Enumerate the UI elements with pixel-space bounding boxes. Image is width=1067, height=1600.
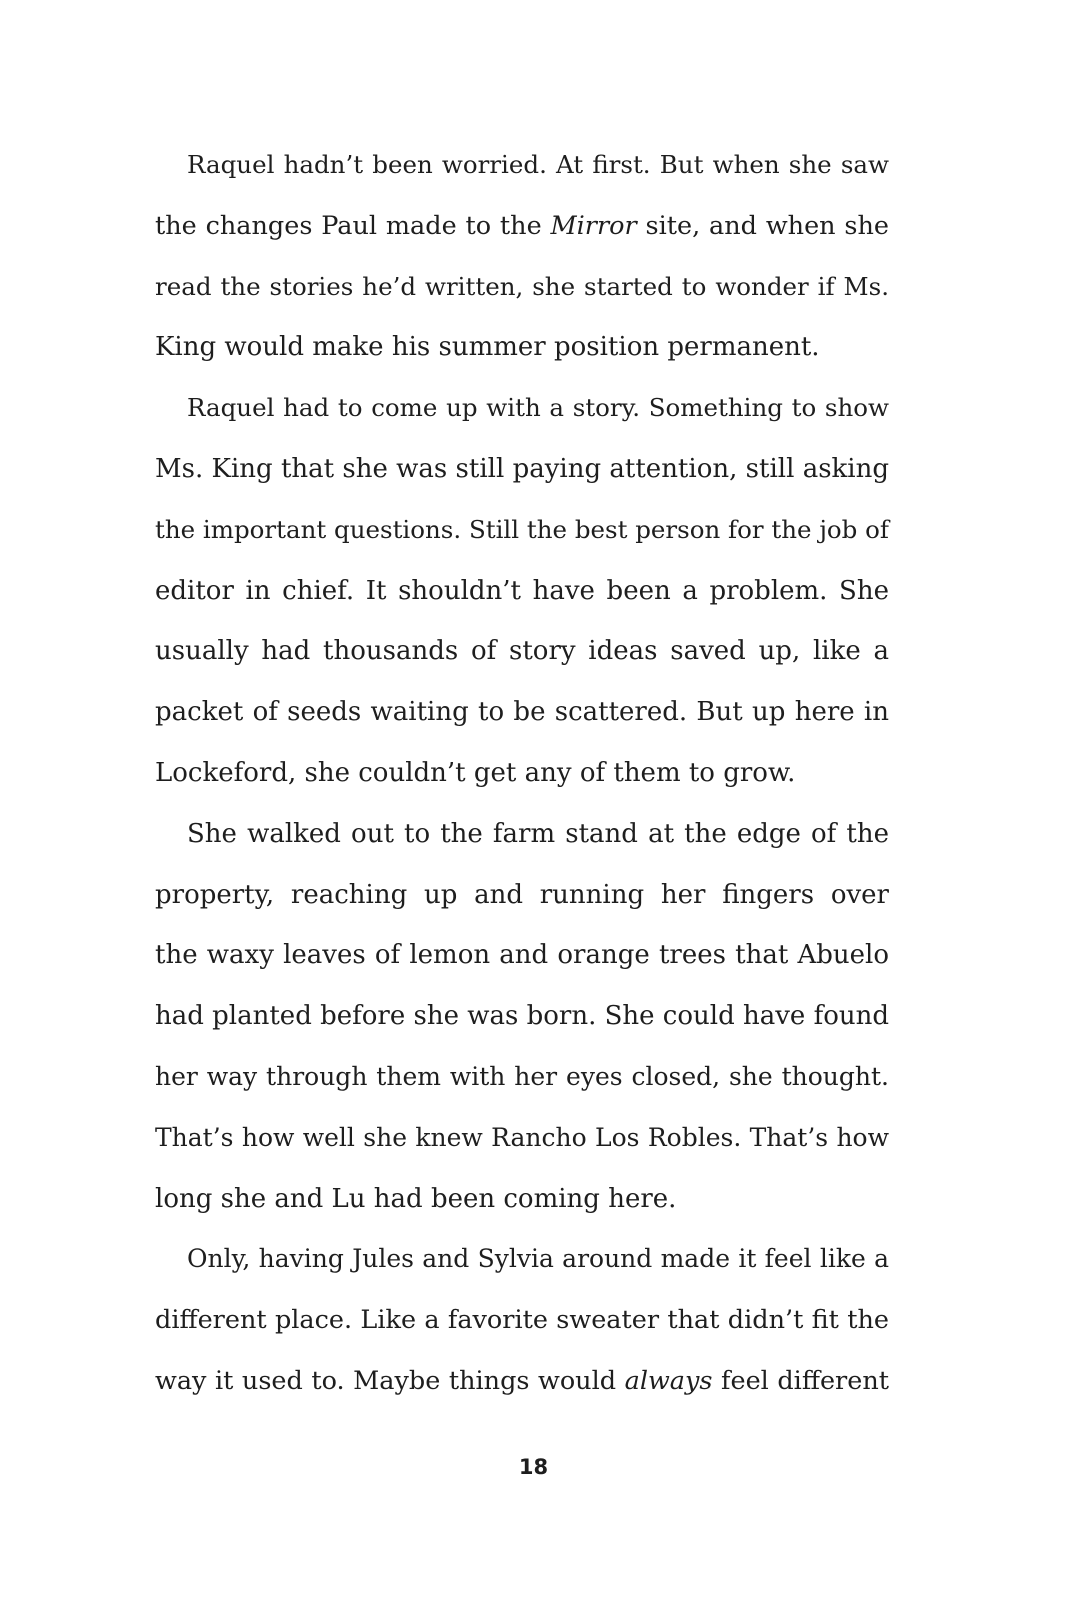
text-segment: way it used to. Maybe things would xyxy=(155,1365,625,1396)
text-segment: She walked out to the farm stand at the edge of the xyxy=(187,818,889,849)
text-segment: had planted before she was born. She could have found xyxy=(155,1001,889,1032)
italic-text: Mirror xyxy=(550,210,637,241)
text-segment: editor in chief. It shouldn’t have been a problem. She xyxy=(155,575,889,606)
text-line xyxy=(155,196,889,257)
text-line xyxy=(155,257,889,318)
text-segment: long she and Lu had been coming here. xyxy=(155,1183,677,1214)
text-line xyxy=(155,561,889,622)
paragraph xyxy=(155,804,889,1230)
text-segment: property, reaching up and running her fingers over xyxy=(155,879,889,910)
body-text xyxy=(155,135,889,1412)
text-line xyxy=(155,682,889,743)
text-segment: feel different xyxy=(712,1365,889,1396)
text-line xyxy=(155,439,889,500)
italic-text: always xyxy=(624,1365,713,1396)
text-segment: Raquel had to come up with a story. Something to show xyxy=(187,393,889,423)
text-segment: the important questions. Still the best person for the job of xyxy=(155,514,889,544)
text-segment: the waxy leaves of lemon and orange trees that Abuelo xyxy=(155,940,889,971)
text-line xyxy=(155,135,889,196)
text-segment: different place. Like a favorite sweater that didn’t fit the xyxy=(155,1305,889,1336)
text-line xyxy=(155,1351,889,1412)
text-segment: read the stories he’d written, she started to wonder if Ms. xyxy=(155,271,889,301)
text-segment: Only, having Jules and Sylvia around made it feel like a xyxy=(187,1244,889,1274)
text-line xyxy=(155,500,889,561)
text-line xyxy=(155,1047,889,1108)
text-segment: the changes Paul made to the xyxy=(155,210,551,241)
paragraph xyxy=(155,1229,889,1411)
paragraph xyxy=(155,135,889,378)
text-line xyxy=(155,1108,889,1169)
text-segment: That’s how well she knew Rancho Los Robles. That’s how xyxy=(155,1122,889,1152)
text-line xyxy=(155,621,889,682)
text-line xyxy=(155,1229,889,1290)
text-line xyxy=(155,378,889,439)
paragraph xyxy=(155,378,889,804)
text-line xyxy=(155,804,889,865)
text-line xyxy=(155,986,889,1047)
text-segment: her way through them with her eyes closed, she thought. xyxy=(155,1061,889,1091)
text-segment: site, and when she xyxy=(636,210,890,241)
text-segment: Ms. King that she was still paying attention, still asking xyxy=(155,453,889,484)
text-segment: usually had thousands of story ideas saved up, like a xyxy=(155,636,889,667)
text-segment: King would make his summer position permanent. xyxy=(155,332,820,363)
text-line xyxy=(155,743,889,804)
page-number: 18 xyxy=(518,1455,549,1479)
text-segment: Raquel hadn’t been worried. At first. But when she saw xyxy=(187,150,889,179)
text-line xyxy=(155,1169,889,1230)
text-segment: Lockeford, she couldn’t get any of them to grow. xyxy=(155,757,796,788)
text-line xyxy=(155,317,889,378)
text-line xyxy=(155,925,889,986)
text-segment: packet of seeds waiting to be scattered. But up here in xyxy=(155,697,889,728)
text-line xyxy=(155,865,889,926)
text-line xyxy=(155,1290,889,1351)
